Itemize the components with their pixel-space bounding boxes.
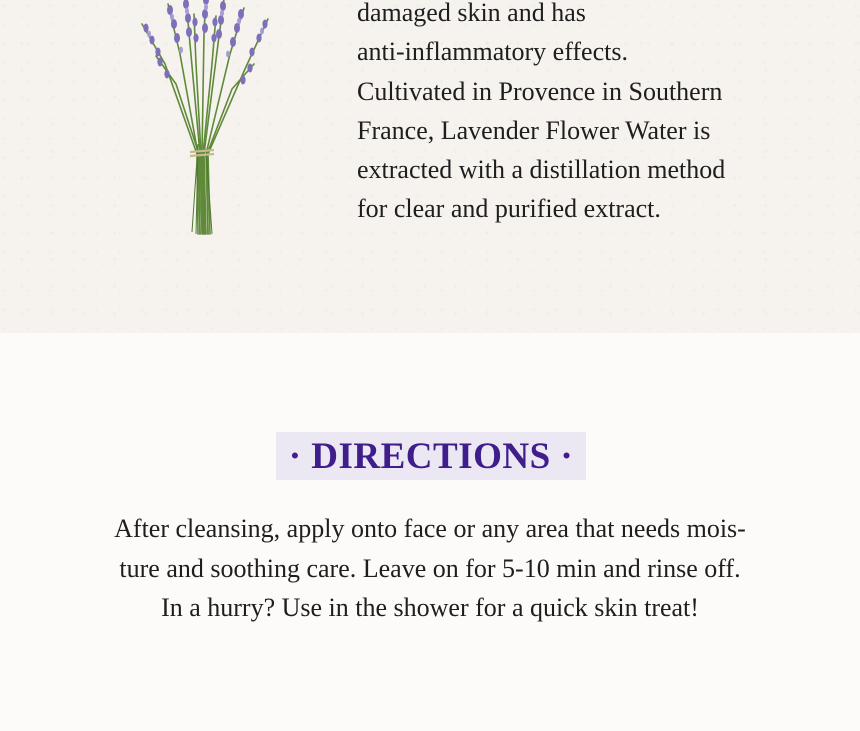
directions-body	[60, 509, 800, 628]
directions-line: ture and soothing care. Leave on for 5-10 min and rinse off.	[119, 553, 741, 583]
ingredient-line: France, Lavender Flower Water is	[357, 115, 711, 145]
ingredient-line: extracted with a distillation method	[357, 155, 726, 185]
ingredient-line: damaged skin and has	[357, 0, 586, 27]
directions-title: · DIRECTIONS ·	[288, 435, 574, 477]
ingredient-line: Cultivated in Provence in Southern	[357, 76, 723, 106]
lavender-bouquet-image	[120, 0, 280, 239]
directions-heading-badge	[276, 432, 586, 480]
ingredient-line: for clear and purified extract.	[357, 194, 661, 224]
ingredient-description	[357, 0, 827, 229]
directions-section	[0, 333, 860, 731]
directions-line: After cleansing, apply onto face or any area that needs mois-	[114, 514, 746, 543]
ingredient-section	[0, 0, 860, 333]
ingredient-line: anti-inflammatory effects.	[357, 37, 628, 67]
directions-line: In a hurry? Use in the shower for a quick skin treat!	[161, 593, 699, 622]
